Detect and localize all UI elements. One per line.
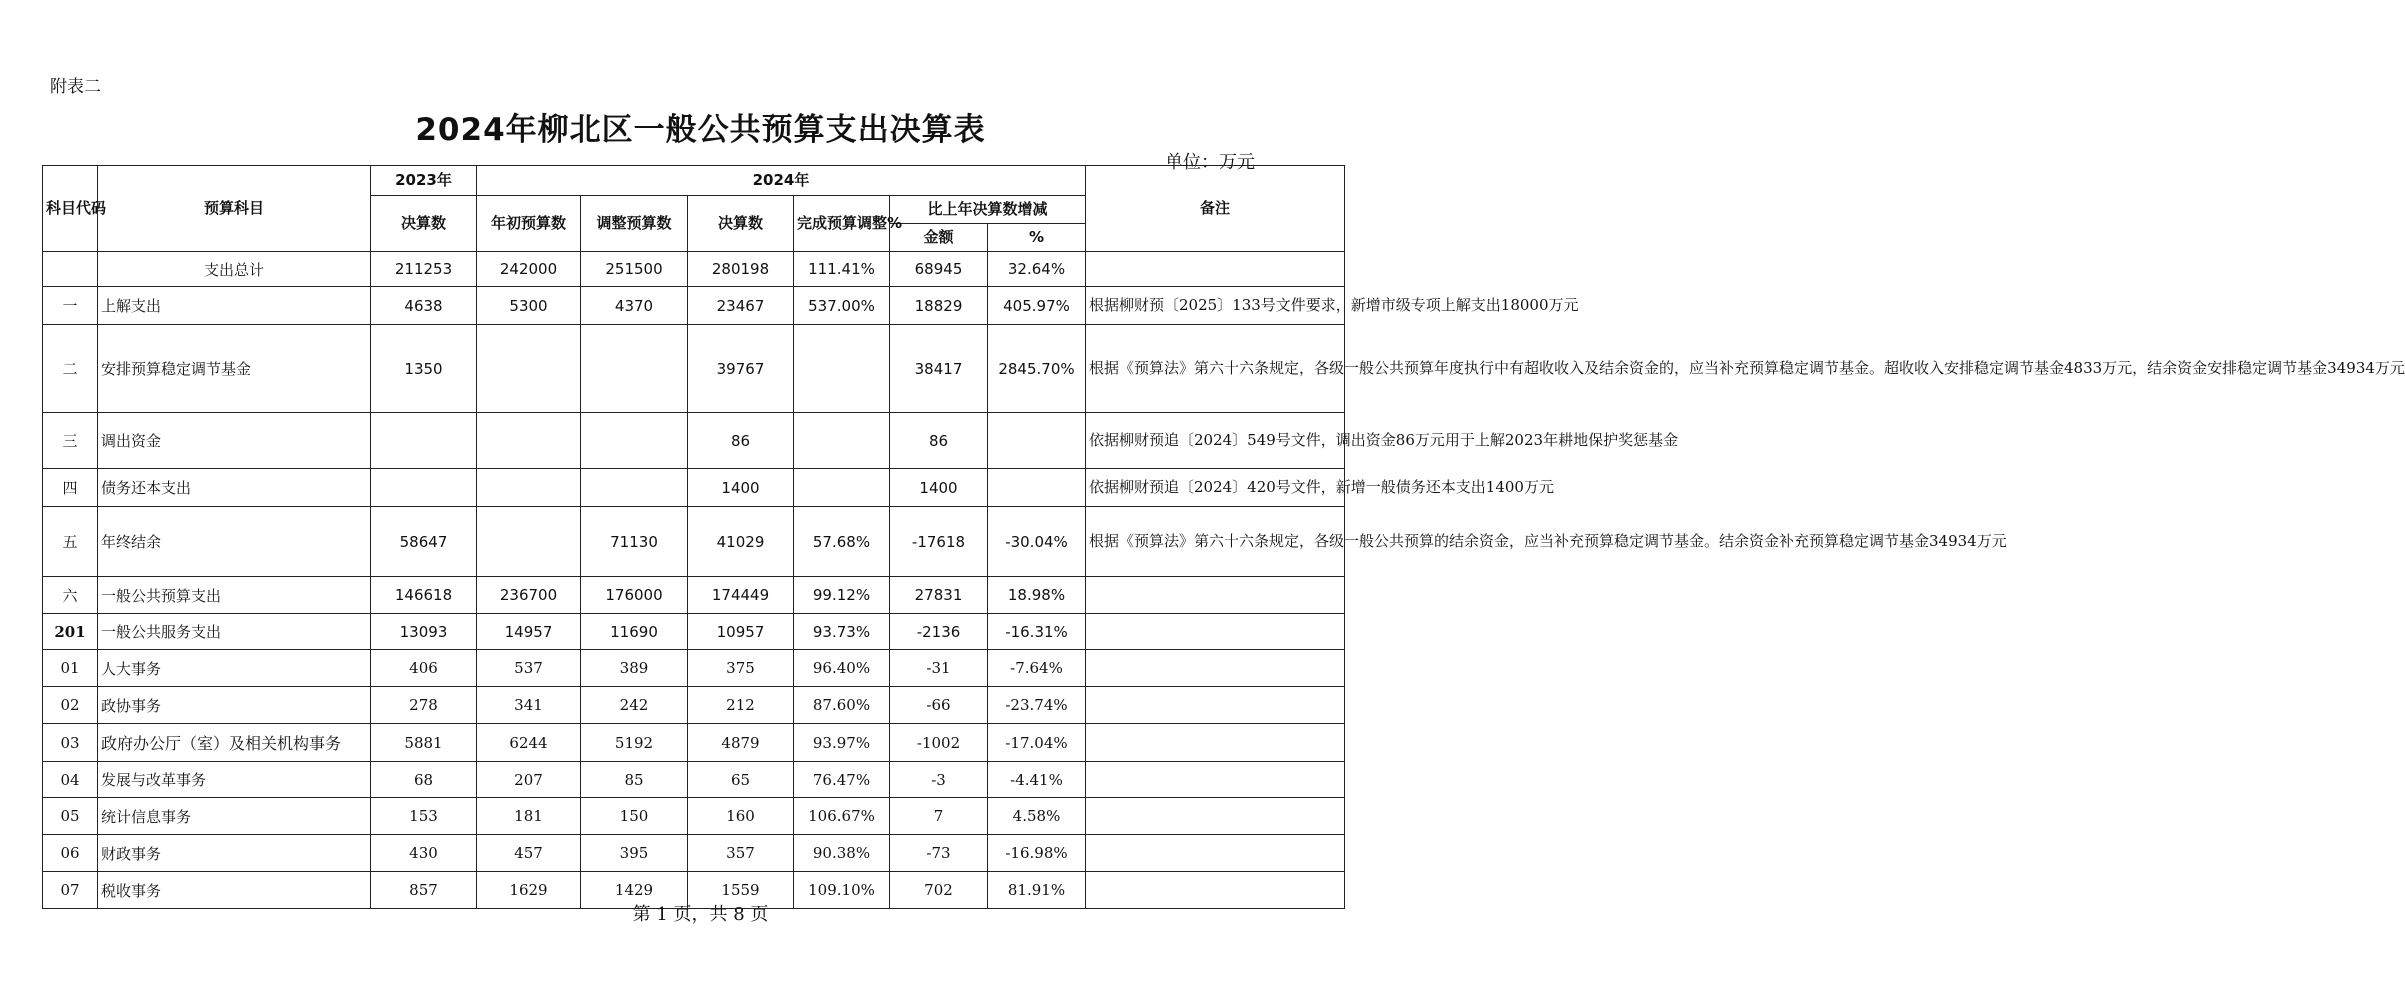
header-subject: 预算科目 — [98, 166, 371, 252]
table-row — [43, 835, 1345, 872]
cell-remark: 根据《预算法》第六十六条规定，各级一般公共预算年度执行中有超收收入及结余资金的，应当补充预算稳定调节基金。超收收入安排稳定调节基金4833万元，结余资金安排稳定调节基金34934万元 — [1086, 325, 1345, 413]
cell-change-pct: 405.97% — [988, 287, 1086, 325]
header-initial-budget: 年初预算数 — [477, 196, 581, 252]
cell-final-cur: 4879 — [688, 724, 794, 762]
header-year-prev: 2023年 — [371, 166, 477, 196]
table-row — [43, 724, 1345, 762]
row-name: 债务还本支出 — [98, 469, 371, 507]
cell-final-cur: 1559 — [688, 872, 794, 909]
cell-final-prev — [371, 413, 477, 469]
cell-change-amount: 702 — [890, 872, 988, 909]
row-name: 一般公共预算支出 — [98, 577, 371, 614]
cell-completion-pct: 57.68% — [794, 507, 890, 577]
row-code: 06 — [43, 835, 98, 872]
cell-completion-pct: 537.00% — [794, 287, 890, 325]
cell-initial-budget: 5300 — [477, 287, 581, 325]
cell-adjusted-budget: 242 — [581, 687, 688, 724]
budget-table — [42, 165, 2405, 909]
cell-final-cur: 39767 — [688, 325, 794, 413]
row-code: 07 — [43, 872, 98, 909]
cell-final-prev: 5881 — [371, 724, 477, 762]
cell-completion-pct: 90.38% — [794, 835, 890, 872]
cell-remark: 依据柳财预追〔2024〕420号文件，新增一般债务还本支出1400万元 — [1086, 469, 1345, 507]
header-final-prev: 决算数 — [371, 196, 477, 252]
cell-final-prev: 146618 — [371, 577, 477, 614]
cell-change-amount: 27831 — [890, 577, 988, 614]
cell-remark — [1086, 798, 1345, 835]
cell-final-prev: 58647 — [371, 507, 477, 577]
cell-final-cur: 357 — [688, 835, 794, 872]
row-name: 财政事务 — [98, 835, 371, 872]
header-completion-pct: 完成预算调整% — [794, 196, 890, 252]
cell-change-pct: -4.41% — [988, 762, 1086, 798]
cell-final-prev: 211253 — [371, 252, 477, 287]
header-change-group: 比上年决算数增减 — [890, 196, 1086, 224]
cell-completion-pct: 87.60% — [794, 687, 890, 724]
header-change-pct: % — [988, 224, 1086, 252]
table-row — [43, 252, 1345, 287]
cell-adjusted-budget: 176000 — [581, 577, 688, 614]
row-name: 调出资金 — [98, 413, 371, 469]
cell-completion-pct: 109.10% — [794, 872, 890, 909]
cell-change-pct: 18.98% — [988, 577, 1086, 614]
row-name: 上解支出 — [98, 287, 371, 325]
cell-completion-pct — [794, 325, 890, 413]
cell-completion-pct — [794, 413, 890, 469]
cell-change-amount: 38417 — [890, 325, 988, 413]
cell-final-prev — [371, 469, 477, 507]
cell-initial-budget: 207 — [477, 762, 581, 798]
table-row — [43, 507, 1345, 577]
row-code: 05 — [43, 798, 98, 835]
cell-change-amount: 18829 — [890, 287, 988, 325]
row-name: 政府办公厅（室）及相关机构事务 — [98, 724, 371, 762]
cell-change-pct: 32.64% — [988, 252, 1086, 287]
row-code: 二 — [43, 325, 98, 413]
row-name: 年终结余 — [98, 507, 371, 577]
cell-completion-pct: 99.12% — [794, 577, 890, 614]
cell-final-prev: 857 — [371, 872, 477, 909]
cell-final-cur: 375 — [688, 650, 794, 687]
row-name: 统计信息事务 — [98, 798, 371, 835]
row-code: 四 — [43, 469, 98, 507]
cell-change-pct: -7.64% — [988, 650, 1086, 687]
cell-initial-budget: 236700 — [477, 577, 581, 614]
cell-initial-budget: 14957 — [477, 614, 581, 650]
cell-initial-budget — [477, 413, 581, 469]
row-name: 一般公共服务支出 — [98, 614, 371, 650]
cell-final-cur: 280198 — [688, 252, 794, 287]
cell-completion-pct: 106.67% — [794, 798, 890, 835]
row-code: 三 — [43, 413, 98, 469]
row-name: 安排预算稳定调节基金 — [98, 325, 371, 413]
table-row — [43, 325, 1345, 413]
page-title: 2024年柳北区一般公共预算支出决算表 — [415, 112, 986, 148]
cell-final-cur: 1400 — [688, 469, 794, 507]
cell-change-pct: 81.91% — [988, 872, 1086, 909]
cell-completion-pct: 93.73% — [794, 614, 890, 650]
cell-change-pct: -16.98% — [988, 835, 1086, 872]
cell-change-pct — [988, 469, 1086, 507]
row-code: 201 — [43, 614, 98, 650]
cell-change-amount: 86 — [890, 413, 988, 469]
cell-change-amount: -73 — [890, 835, 988, 872]
row-name: 政协事务 — [98, 687, 371, 724]
cell-final-prev: 406 — [371, 650, 477, 687]
cell-change-pct — [988, 413, 1086, 469]
cell-remark — [1086, 724, 1345, 762]
header-year-cur: 2024年 — [477, 166, 1086, 196]
table-row — [43, 287, 1345, 325]
cell-final-prev: 68 — [371, 762, 477, 798]
cell-adjusted-budget: 5192 — [581, 724, 688, 762]
cell-final-prev: 1350 — [371, 325, 477, 413]
table-row — [43, 614, 1345, 650]
cell-change-pct: 2845.70% — [988, 325, 1086, 413]
cell-final-cur: 212 — [688, 687, 794, 724]
header-remark: 备注 — [1086, 166, 1345, 252]
cell-change-amount: 1400 — [890, 469, 988, 507]
cell-remark — [1086, 614, 1345, 650]
cell-change-pct: -23.74% — [988, 687, 1086, 724]
cell-final-cur: 160 — [688, 798, 794, 835]
row-code: 04 — [43, 762, 98, 798]
cell-adjusted-budget: 11690 — [581, 614, 688, 650]
cell-adjusted-budget: 1429 — [581, 872, 688, 909]
table-header — [43, 166, 1345, 252]
cell-change-amount: -31 — [890, 650, 988, 687]
header-final-cur: 决算数 — [688, 196, 794, 252]
cell-remark: 依据柳财预追〔2024〕549号文件，调出资金86万元用于上解2023年耕地保护奖惩基金 — [1086, 413, 1345, 469]
cell-adjusted-budget: 4370 — [581, 287, 688, 325]
cell-change-amount: -2136 — [890, 614, 988, 650]
cell-initial-budget: 242000 — [477, 252, 581, 287]
cell-change-pct: -30.04% — [988, 507, 1086, 577]
cell-final-prev: 4638 — [371, 287, 477, 325]
cell-initial-budget: 341 — [477, 687, 581, 724]
cell-final-prev: 430 — [371, 835, 477, 872]
header-change-amount: 金额 — [890, 224, 988, 252]
cell-initial-budget — [477, 325, 581, 413]
cell-final-cur: 23467 — [688, 287, 794, 325]
header-adjusted-budget: 调整预算数 — [581, 196, 688, 252]
cell-completion-pct: 76.47% — [794, 762, 890, 798]
row-code: 一 — [43, 287, 98, 325]
annex-label: 附表二 — [50, 77, 101, 97]
cell-initial-budget: 537 — [477, 650, 581, 687]
cell-final-prev: 153 — [371, 798, 477, 835]
table-row — [43, 469, 1345, 507]
row-code: 02 — [43, 687, 98, 724]
table-row — [43, 687, 1345, 724]
row-name: 支出总计 — [98, 252, 371, 287]
cell-change-pct: 4.58% — [988, 798, 1086, 835]
cell-adjusted-budget: 389 — [581, 650, 688, 687]
cell-adjusted-budget: 85 — [581, 762, 688, 798]
cell-change-amount: -3 — [890, 762, 988, 798]
row-code: 01 — [43, 650, 98, 687]
row-code — [43, 252, 98, 287]
cell-remark — [1086, 687, 1345, 724]
cell-final-cur: 174449 — [688, 577, 794, 614]
cell-remark — [1086, 835, 1345, 872]
header-code: 科目代码 — [43, 166, 98, 252]
cell-initial-budget: 457 — [477, 835, 581, 872]
cell-initial-budget — [477, 469, 581, 507]
cell-adjusted-budget: 395 — [581, 835, 688, 872]
cell-initial-budget — [477, 507, 581, 577]
cell-remark — [1086, 762, 1345, 798]
table-row — [43, 650, 1345, 687]
row-name: 人大事务 — [98, 650, 371, 687]
cell-remark — [1086, 577, 1345, 614]
cell-change-amount: -17618 — [890, 507, 988, 577]
table-row — [43, 762, 1345, 798]
cell-adjusted-budget: 251500 — [581, 252, 688, 287]
cell-adjusted-budget — [581, 413, 688, 469]
cell-initial-budget: 6244 — [477, 724, 581, 762]
cell-remark — [1086, 252, 1345, 287]
cell-change-amount: -66 — [890, 687, 988, 724]
table-body — [43, 252, 2405, 909]
cell-completion-pct: 96.40% — [794, 650, 890, 687]
row-name: 税收事务 — [98, 872, 371, 909]
cell-adjusted-budget — [581, 469, 688, 507]
row-code: 03 — [43, 724, 98, 762]
cell-adjusted-budget: 150 — [581, 798, 688, 835]
cell-change-pct: -17.04% — [988, 724, 1086, 762]
cell-completion-pct: 93.97% — [794, 724, 890, 762]
row-code: 五 — [43, 507, 98, 577]
cell-final-cur: 86 — [688, 413, 794, 469]
cell-adjusted-budget: 71130 — [581, 507, 688, 577]
cell-remark — [1086, 650, 1345, 687]
cell-adjusted-budget — [581, 325, 688, 413]
table-row — [43, 413, 1345, 469]
cell-remark: 根据《预算法》第六十六条规定，各级一般公共预算的结余资金，应当补充预算稳定调节基金。结余资金补充预算稳定调节基金34934万元 — [1086, 507, 1345, 577]
cell-change-amount: 7 — [890, 798, 988, 835]
row-name: 发展与改革事务 — [98, 762, 371, 798]
cell-completion-pct: 111.41% — [794, 252, 890, 287]
cell-remark: 根据柳财预〔2025〕133号文件要求，新增市级专项上解支出18000万元 — [1086, 287, 1345, 325]
table-row — [43, 798, 1345, 835]
page-footer: 第 1 页，共 8 页 — [632, 904, 769, 925]
cell-final-cur: 41029 — [688, 507, 794, 577]
cell-final-prev: 278 — [371, 687, 477, 724]
cell-initial-budget: 1629 — [477, 872, 581, 909]
row-code: 六 — [43, 577, 98, 614]
unit-label: 单位：万元 — [1165, 152, 1255, 173]
cell-change-amount: 68945 — [890, 252, 988, 287]
cell-initial-budget: 181 — [477, 798, 581, 835]
cell-completion-pct — [794, 469, 890, 507]
cell-final-prev: 13093 — [371, 614, 477, 650]
table-row — [43, 577, 1345, 614]
cell-change-amount: -1002 — [890, 724, 988, 762]
cell-change-pct: -16.31% — [988, 614, 1086, 650]
cell-final-cur: 10957 — [688, 614, 794, 650]
cell-final-cur: 65 — [688, 762, 794, 798]
